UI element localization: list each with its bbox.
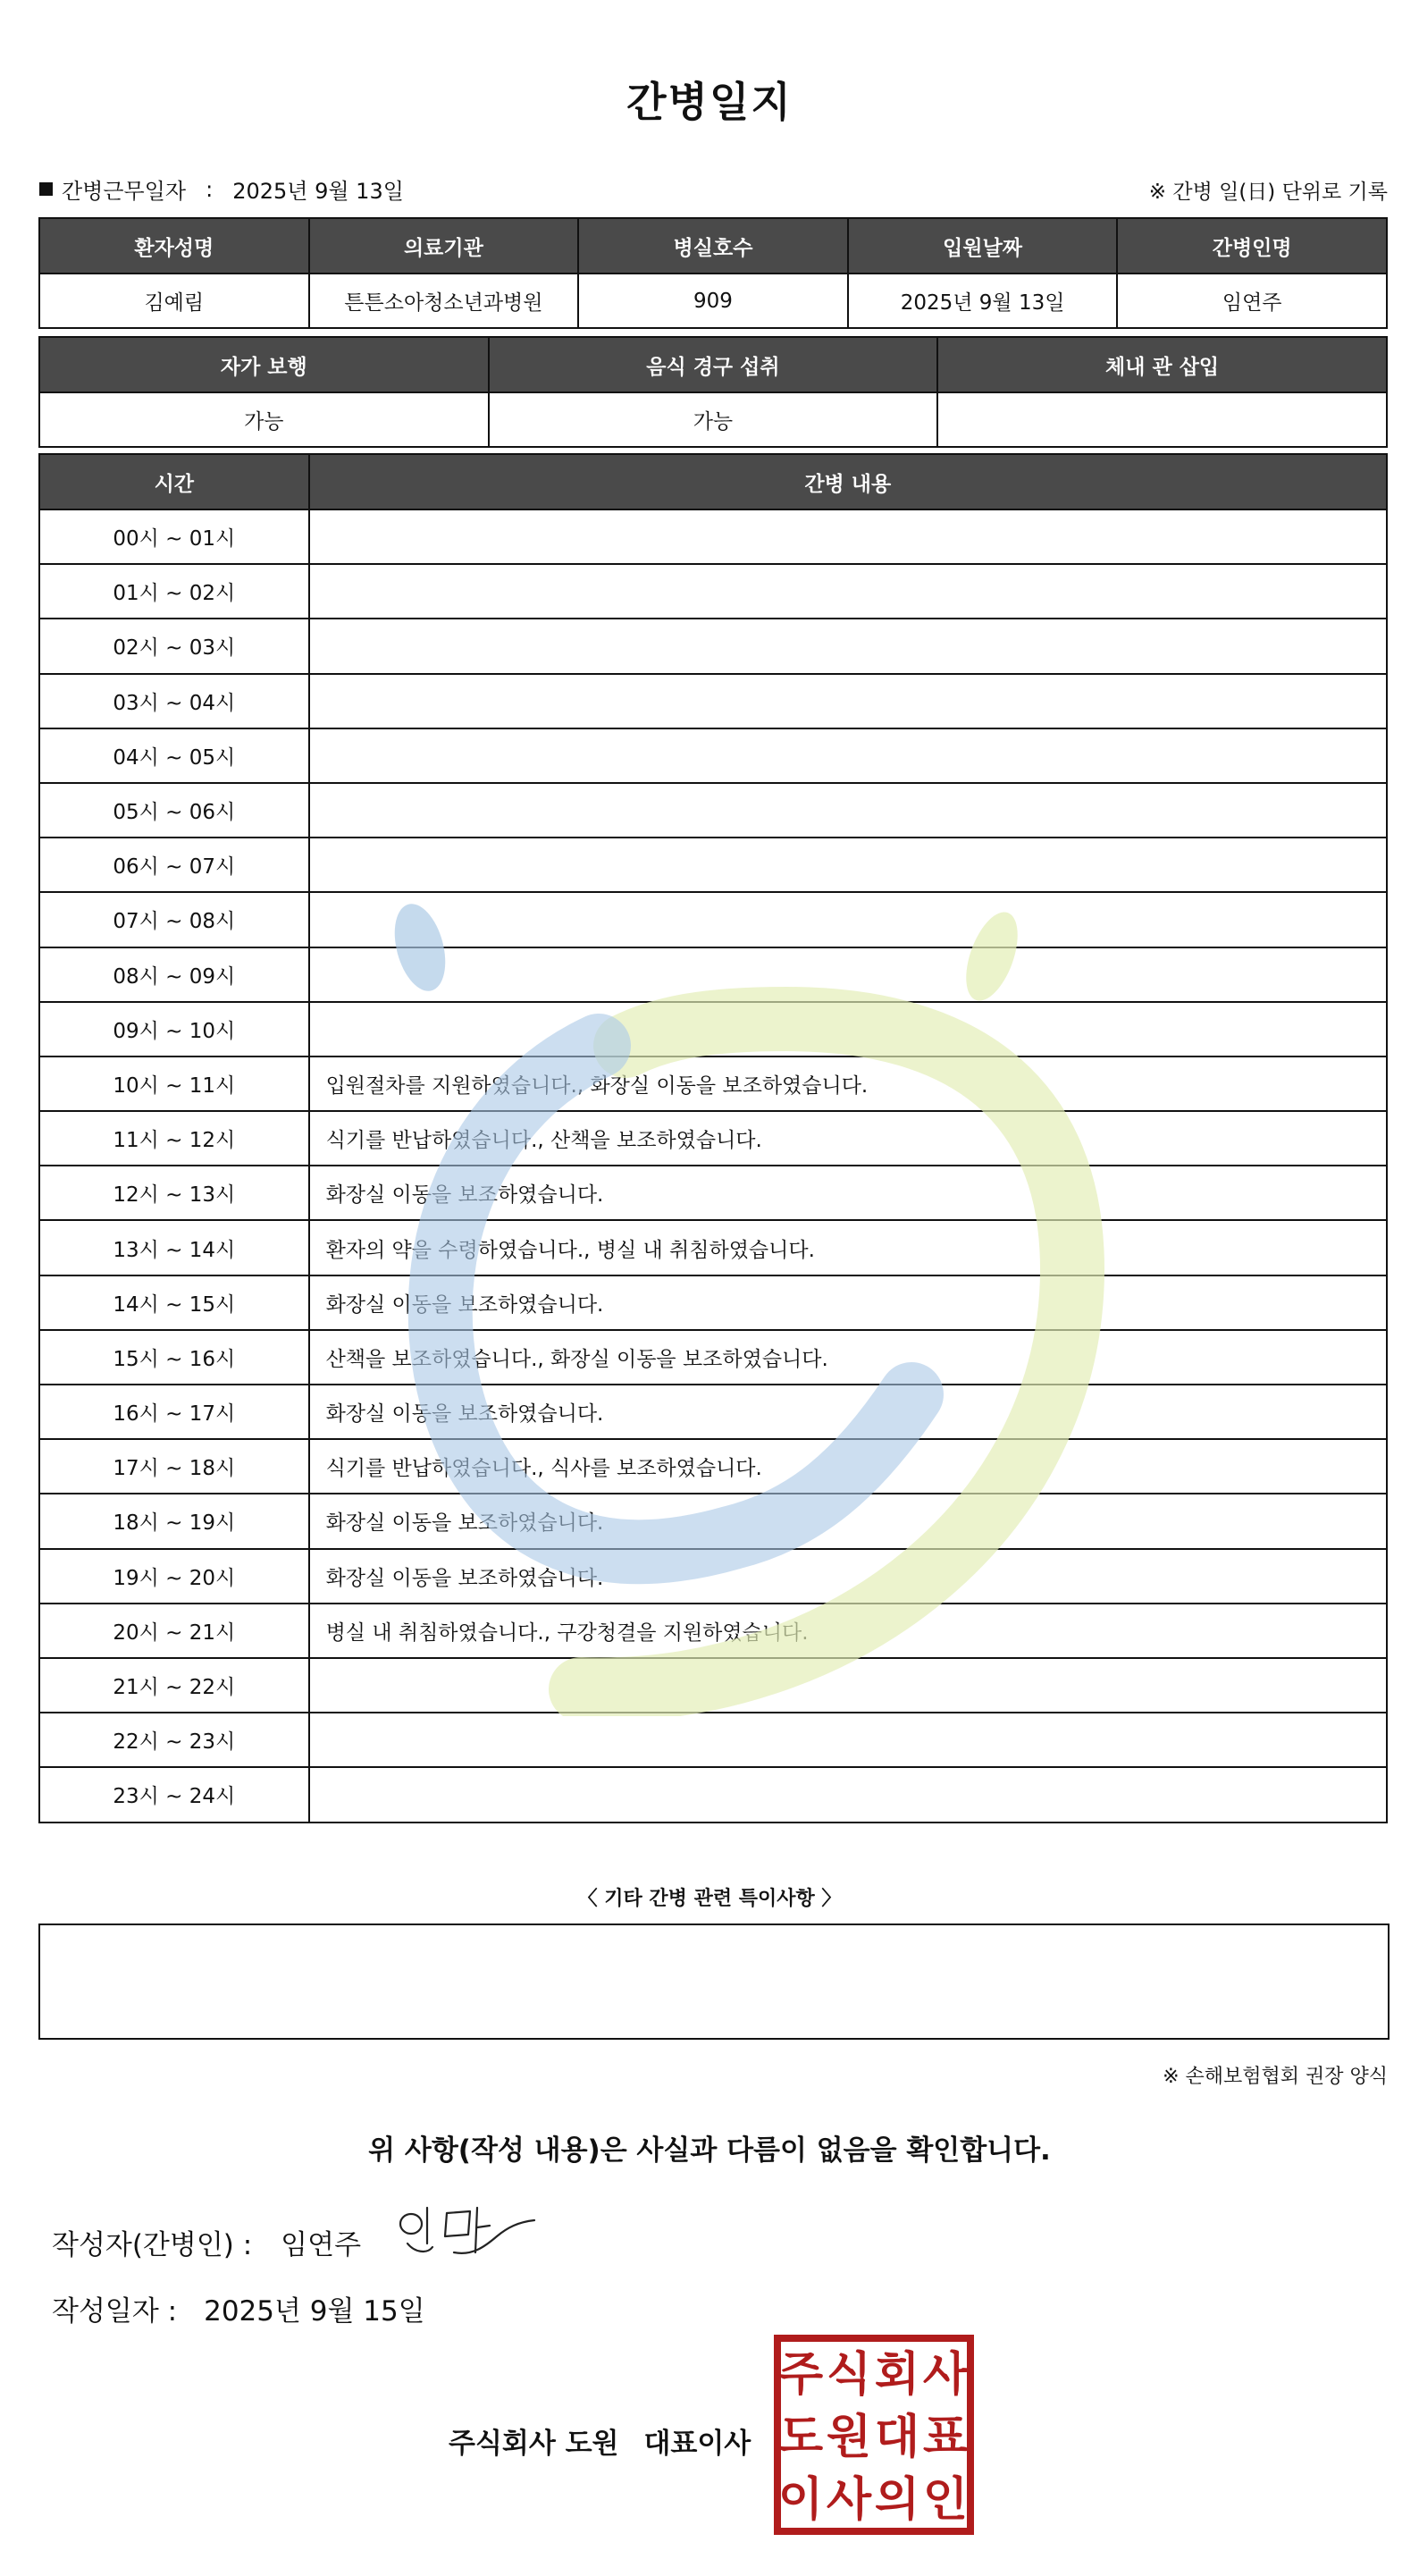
company-line [449, 2420, 751, 2461]
table-row [39, 783, 1387, 838]
seal-characters [778, 2349, 969, 2526]
company-title: 대표이사 [643, 2428, 751, 2460]
time-cell: 21시 ~ 22시 [39, 1658, 309, 1713]
written-date-line [52, 2288, 425, 2328]
confirmation-statement: 위 사항(작성 내용)은 사실과 다름이 없음을 확인합니다. [368, 2134, 1051, 2167]
table-row [39, 1166, 1387, 1220]
patient-info-table [38, 217, 1388, 329]
table-row [39, 1275, 1387, 1330]
care-content-cell: 입원절차를 지원하였습니다., 화장실 이동을 보조하였습니다. [309, 1056, 1387, 1111]
header-time: 시간 [39, 454, 309, 509]
care-content-cell [309, 619, 1387, 673]
patient-status-header-row [39, 337, 1387, 392]
table-row [39, 1220, 1387, 1275]
time-cell: 01시 ~ 02시 [39, 564, 309, 619]
care-content-cell [309, 728, 1387, 783]
seal-character: 표 [922, 2412, 969, 2463]
tube-insertion-value [937, 392, 1387, 447]
care-content-cell [309, 838, 1387, 892]
time-cell: 12시 ~ 13시 [39, 1166, 309, 1220]
time-cell: 18시 ~ 19시 [39, 1494, 309, 1548]
seal-character: 이 [777, 2474, 824, 2526]
seal-character: 식 [826, 2349, 872, 2401]
seal-character: 사 [922, 2349, 969, 2401]
care-log-table [38, 453, 1388, 1823]
seal-character: 회 [874, 2349, 920, 2401]
table-row [39, 1385, 1387, 1439]
care-content-cell: 화장실 이동을 보조하였습니다. [309, 1275, 1387, 1330]
time-cell: 23시 ~ 24시 [39, 1767, 309, 1822]
writer-line [52, 2222, 361, 2262]
company-name: 주식회사 도원 [449, 2428, 619, 2460]
header-oral-intake: 음식 경구 섭취 [489, 337, 938, 392]
header-patient-name: 환자성명 [39, 218, 309, 274]
page-title: 간병일지 [626, 78, 793, 126]
care-content-cell [309, 947, 1387, 1002]
time-cell: 14시 ~ 15시 [39, 1275, 309, 1330]
time-cell: 06시 ~ 07시 [39, 838, 309, 892]
care-log-header-row [39, 454, 1387, 509]
work-date-separator: : [206, 176, 214, 202]
header-caregiver-name: 간병인명 [1117, 218, 1387, 274]
work-date-value: 2025년 9월 13일 [232, 179, 404, 204]
care-content-cell [309, 509, 1387, 564]
table-row [39, 509, 1387, 564]
time-cell: 08시 ~ 09시 [39, 947, 309, 1002]
table-row [39, 947, 1387, 1002]
caregiver-name: 임연주 [1117, 274, 1387, 328]
patient-status-table [38, 336, 1388, 448]
table-row [39, 1494, 1387, 1548]
table-row [39, 1111, 1387, 1166]
care-content-cell: 화장실 이동을 보조하였습니다. [309, 1494, 1387, 1548]
care-content-cell: 식기를 반납하였습니다., 산책을 보조하였습니다. [309, 1111, 1387, 1166]
oral-intake-value: 가능 [489, 392, 938, 447]
seal-character: 인 [922, 2474, 969, 2526]
care-content-cell [309, 1002, 1387, 1056]
self-walking-value: 가능 [39, 392, 489, 447]
seal-character: 도 [777, 2412, 824, 2463]
care-content-cell [309, 892, 1387, 947]
patient-status-value-row [39, 392, 1387, 447]
patient-info-header-row [39, 218, 1387, 274]
time-cell: 13시 ~ 14시 [39, 1220, 309, 1275]
header-hospital: 의료기관 [309, 218, 579, 274]
table-row [39, 1002, 1387, 1056]
header-tube-insertion: 체내 관 삽입 [937, 337, 1387, 392]
care-content-cell: 환자의 약을 수령하였습니다., 병실 내 취침하였습니다. [309, 1220, 1387, 1275]
seal-character: 주 [777, 2349, 824, 2401]
table-row [39, 1549, 1387, 1604]
room-number: 909 [578, 274, 848, 328]
care-content-cell [309, 564, 1387, 619]
care-content-cell: 화장실 이동을 보조하였습니다. [309, 1166, 1387, 1220]
time-cell: 11시 ~ 12시 [39, 1111, 309, 1166]
writer-name: 임연주 [281, 2229, 362, 2261]
table-row [39, 674, 1387, 728]
time-cell: 04시 ~ 05시 [39, 728, 309, 783]
time-cell: 22시 ~ 23시 [39, 1713, 309, 1767]
company-seal-stamp [774, 2335, 974, 2535]
care-content-cell [309, 674, 1387, 728]
care-content-cell: 식기를 반납하였습니다., 식사를 보조하였습니다. [309, 1439, 1387, 1494]
time-cell: 20시 ~ 21시 [39, 1604, 309, 1658]
time-cell: 03시 ~ 04시 [39, 674, 309, 728]
time-cell: 02시 ~ 03시 [39, 619, 309, 673]
table-row [39, 1713, 1387, 1767]
hospital-name: 튼튼소아청소년과병원 [309, 274, 579, 328]
care-content-cell: 화장실 이동을 보조하였습니다. [309, 1385, 1387, 1439]
time-cell: 05시 ~ 06시 [39, 783, 309, 838]
time-cell: 16시 ~ 17시 [39, 1385, 309, 1439]
care-content-cell [309, 1713, 1387, 1767]
time-cell: 09시 ~ 10시 [39, 1002, 309, 1056]
header-admission-date: 입원날짜 [848, 218, 1118, 274]
table-row [39, 1658, 1387, 1713]
header-self-walking: 자가 보행 [39, 337, 489, 392]
bullet-square-icon [39, 182, 53, 196]
written-date-value: 2025년 9월 15일 [204, 2295, 425, 2328]
remarks-title: 〈 기타 간병 관련 특이사항 〉 [577, 1888, 842, 1910]
seal-character: 사 [826, 2474, 872, 2526]
care-content-cell: 산책을 보조하였습니다., 화장실 이동을 보조하였습니다. [309, 1330, 1387, 1385]
time-cell: 00시 ~ 01시 [39, 509, 309, 564]
table-row [39, 1056, 1387, 1111]
work-date-label: 간병근무일자 [62, 179, 187, 204]
time-cell: 10시 ~ 11시 [39, 1056, 309, 1111]
table-row [39, 728, 1387, 783]
writer-label: 작성자(간병인) : [52, 2229, 253, 2261]
header-care-content: 간병 내용 [309, 454, 1387, 509]
time-cell: 07시 ~ 08시 [39, 892, 309, 947]
work-date-line [39, 173, 404, 205]
care-content-cell: 화장실 이동을 보조하였습니다. [309, 1549, 1387, 1604]
seal-character: 의 [874, 2474, 920, 2526]
form-note: ※ 손해보험협회 권장 양식 [1163, 2066, 1388, 2088]
table-row [39, 1767, 1387, 1822]
care-content-cell [309, 783, 1387, 838]
care-content-cell: 병실 내 취침하였습니다., 구강청결을 지원하였습니다. [309, 1604, 1387, 1658]
admission-date: 2025년 9월 13일 [848, 274, 1118, 328]
table-row [39, 619, 1387, 673]
table-row [39, 564, 1387, 619]
table-row [39, 1330, 1387, 1385]
care-content-cell [309, 1658, 1387, 1713]
handwritten-signature [391, 2201, 543, 2263]
remarks-box [38, 1924, 1390, 2040]
patient-name: 김예림 [39, 274, 309, 328]
unit-note: ※ 간병 일(日) 단위로 기록 [1148, 181, 1388, 204]
care-content-cell [309, 1767, 1387, 1822]
time-cell: 19시 ~ 20시 [39, 1549, 309, 1604]
table-row [39, 1604, 1387, 1658]
table-row [39, 838, 1387, 892]
time-cell: 15시 ~ 16시 [39, 1330, 309, 1385]
table-row [39, 1439, 1387, 1494]
patient-info-value-row [39, 274, 1387, 328]
seal-character: 원 [826, 2412, 872, 2463]
table-row [39, 892, 1387, 947]
header-room-number: 병실호수 [578, 218, 848, 274]
seal-character: 대 [874, 2412, 920, 2463]
time-cell: 17시 ~ 18시 [39, 1439, 309, 1494]
written-date-label: 작성일자 : [52, 2295, 178, 2328]
